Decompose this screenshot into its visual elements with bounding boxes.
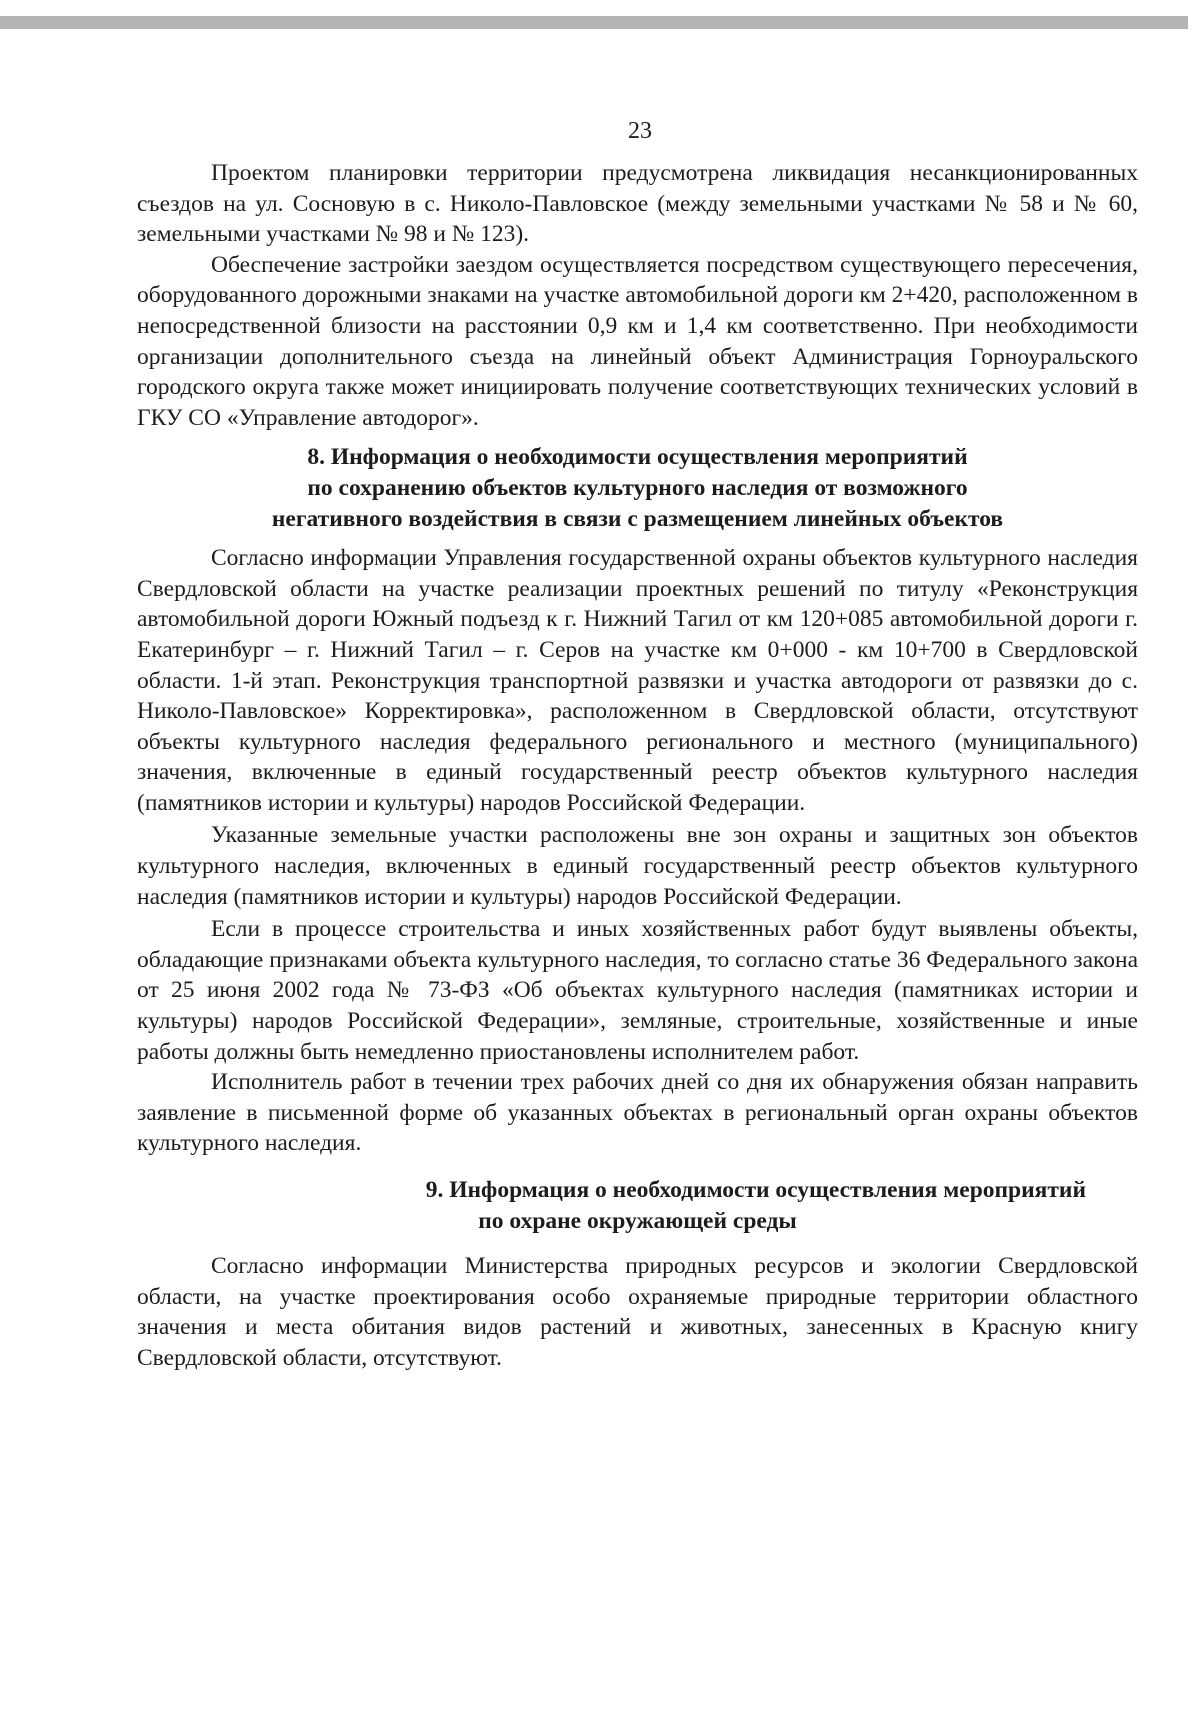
section-8-paragraph-1: Согласно информации Управления государственной охраны объектов культурного наследия Свердловской области на участке реализации проектных решений по титулу «Реконструкция автомобильной дороги Южный подъезд к г. Нижний Тагил от км 120+085 автомобильной дороги г. Екатеринбург – г. Нижний Тагил – г. Серов на участке км 0+000 - км 10+700 в Свердловской области. 1-й этап. Реконструкция транспортной развязки и участка автодороги от развязки до с. Николо-Павловское» Корректировка», расположенном в Свердловской области, отсутствуют объекты культурного наследия федерального регионального и местного (муниципального) значения, включенные в единый государственный реестр объектов культурного наследия (памятников истории и культуры) народов Российской Федерации. (137, 545, 1138, 816)
page-number: 23 (628, 118, 652, 144)
section-8-heading (137, 442, 1138, 534)
section-8-heading-line-3: негативного воздействия в связи с размещением линейных объектов (271, 505, 1004, 532)
intro-paragraph-1: Проектом планировки территории предусмотрена ликвидация несанкционированных съездов на ул. Сосновую в с. Николо-Павловское (между земельными участками № 58 и № 60, земельными участками № 98 и № 123). (137, 160, 1138, 248)
scan-edge-bar (0, 16, 1188, 29)
section-8-paragraph-2: Указанные земельные участки расположены вне зон охраны и защитных зон объектов культурного наследия, включенных в единый государственный реестр объектов культурного наследия (памятников истории и культуры) народов Российской Федерации. (137, 822, 1138, 910)
section-9-heading (137, 1175, 1138, 1236)
section-9-paragraph-1: Согласно информации Министерства природных ресурсов и экологии Свердловской области, на участке проектирования особо охраняемые природные территории областного значения и места обитания видов растений и животных, занесенных в Красную книгу Свердловской области, отсутствуют. (137, 1253, 1138, 1371)
document-body (137, 158, 1138, 1374)
section-9-heading-line-2: по охране окружающей среды (478, 1207, 797, 1234)
section-8-heading-line-2: по сохранению объектов культурного наследия от возможного (307, 474, 968, 501)
section-9-heading-line-1: 9. Информация о необходимости осуществления мероприятий (425, 1177, 1086, 1203)
section-8-paragraph-4: Исполнитель работ в течении трех рабочих дней со дня их обнаружения обязан направить заявление в письменной форме об указанных объектах в региональный орган охраны объектов культурного наследия. (137, 1069, 1138, 1157)
intro-paragraph-2: Обеспечение застройки заездом осуществляется посредством существующего пересечения, оборудованного дорожными знаками на участке автомобильной дороги км 2+420, расположенном в непосредственной близости на расстоянии 0,9 км и 1,4 км соответственно. При необходимости организации дополнительного съезда на линейный объект Администрация Горноуральского городского округа также может инициировать получение соответствующих технических условий в ГКУ СО «Управление автодорог». (137, 251, 1138, 431)
section-8-heading-line-1: 8. Информация о необходимости осуществления мероприятий (307, 444, 968, 471)
section-8-paragraph-3: Если в процессе строительства и иных хозяйственных работ будут выявлены объекты, обладающие признаками объекта культурного наследия, то согласно статье 36 Федерального закона от 25 июня 2002 года № 73-ФЗ «Об объектах культурного наследия (памятниках истории и культуры) народов Российской Федерации», земляные, строительные, хозяйственные и иные работы должны быть немедленно приостановлены исполнителем работ. (137, 916, 1138, 1065)
